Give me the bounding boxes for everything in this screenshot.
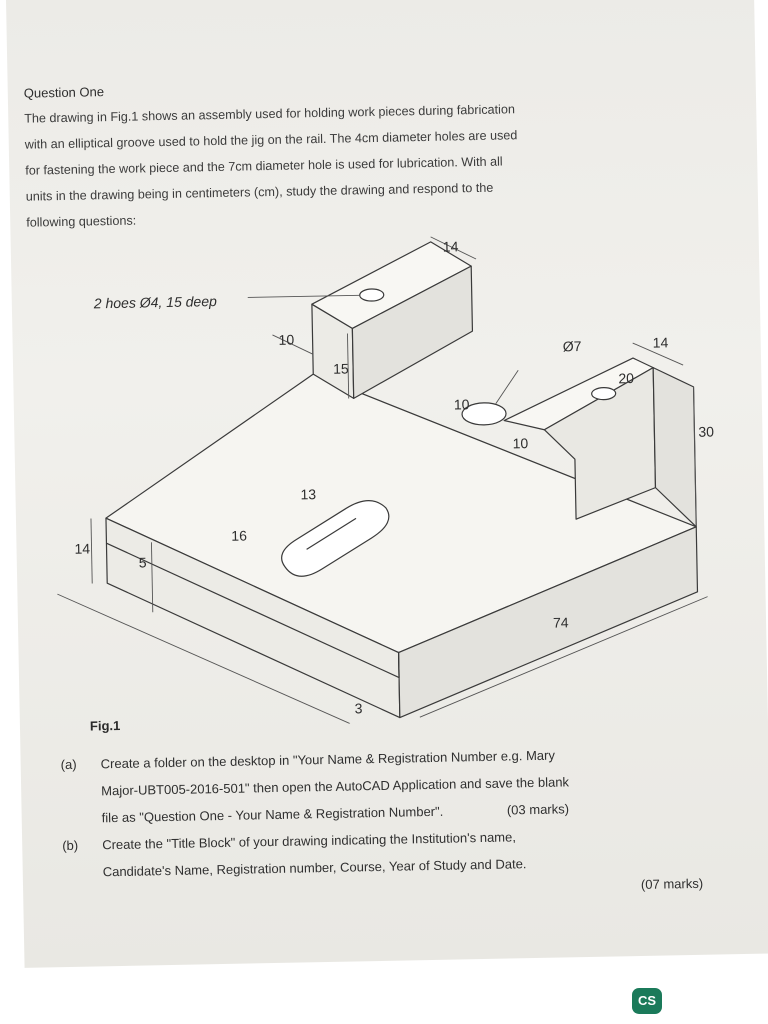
dim-slot-from-edge: 16 (231, 527, 248, 544)
part-line: Create a folder on the desktop in "Your Name & Registration Number e.g. Mary (100, 747, 556, 772)
right-hole (592, 387, 616, 399)
dim-base-depth: 74 (552, 614, 569, 631)
question-intro (24, 93, 686, 236)
dim-right-slot: 20 (618, 370, 635, 387)
part-label: (a) (60, 756, 77, 773)
question-title: Question One (23, 84, 105, 101)
intro-line: following questions: (26, 213, 137, 230)
part-b (62, 819, 723, 906)
dim-slot-width: 13 (300, 486, 317, 503)
question-parts (60, 738, 723, 906)
dim-post-depth-left: 10 (278, 331, 295, 348)
dim-left-post-height: 15 (332, 360, 349, 377)
exam-page (6, 0, 768, 968)
dim-post-depth-right: 10 (512, 435, 529, 452)
intro-line: The drawing in Fig.1 shows an assembly used for holding work pieces during fabrication (24, 102, 516, 126)
note-holes: 2 hoes Ø4, 15 deep (93, 293, 217, 312)
dim-top-width: 14 (442, 238, 459, 255)
dim-right-top-width: 14 (652, 334, 669, 351)
intro-line: units in the drawing being in centimeters (cm), study the drawing and respond to the (25, 180, 494, 204)
part-label: (b) (62, 837, 79, 854)
part-line: Create the "Title Block" of your drawing indicating the Institution's name, (102, 829, 517, 853)
part-marks: (03 marks) (506, 801, 570, 818)
part-line: Major-UBT005-2016-501" then open the AutoCAD Application and save the blank (101, 774, 570, 799)
dim-total-height: 30 (698, 423, 715, 440)
part-a (60, 738, 721, 832)
intro-line: for fastening the work piece and the 7cm diameter hole is used for lubrication. With all (25, 154, 503, 178)
part-line-text: file as "Question One - Your Name & Registration Number". (101, 803, 444, 826)
figure-label: Fig.1 (89, 717, 121, 734)
dim-hole-offset: 10 (453, 396, 470, 413)
intro-line: with an elliptical groove used to hold the jig on the rail. The 4cm diameter holes are used (24, 128, 518, 152)
left-hole (360, 289, 384, 301)
right-post-side (653, 367, 696, 528)
camscanner-logo-icon: CS (632, 988, 662, 1014)
dim-step: 5 (138, 554, 147, 571)
dim-hole-dia: Ø7 (562, 338, 582, 355)
part-marks: (07 marks) (640, 875, 704, 892)
dim-front-step: 3 (354, 700, 363, 717)
isometric-drawing (10, 216, 759, 730)
part-line: Candidate's Name, Registration number, Course, Year of Study and Date. (102, 856, 527, 880)
dim-base-height: 14 (74, 540, 91, 557)
